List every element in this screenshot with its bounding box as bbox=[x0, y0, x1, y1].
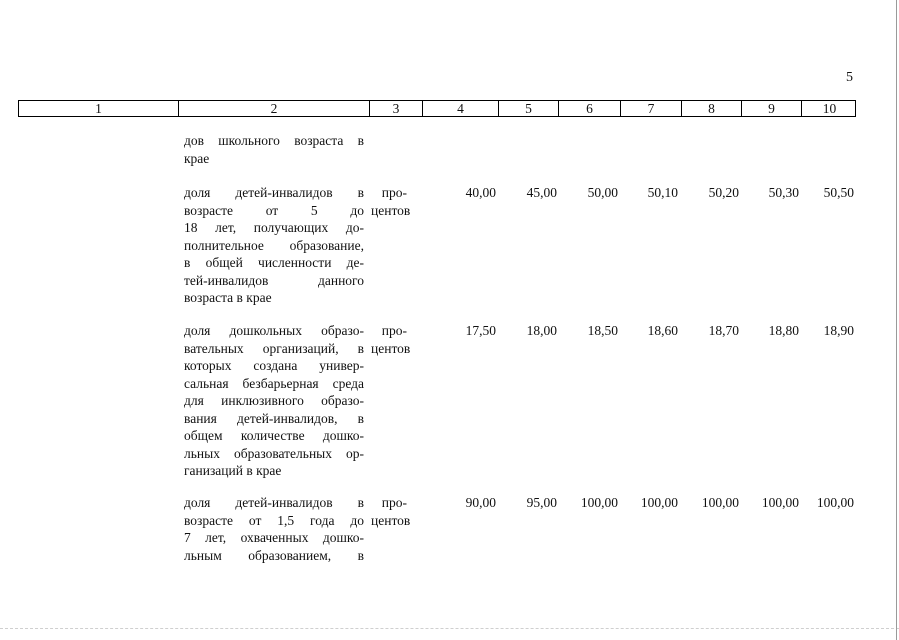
value-cell: 18,80 bbox=[768, 323, 799, 338]
description-line: которых создана универ- bbox=[184, 358, 364, 373]
value-cell: 18,90 bbox=[823, 323, 854, 338]
value-cell: 17,50 bbox=[465, 323, 496, 338]
description-line: льных образовательных ор- bbox=[184, 445, 364, 461]
description-line: возрасте от 5 до bbox=[184, 202, 364, 218]
value-cell: 100,00 bbox=[701, 495, 739, 510]
scan-bottom-edge bbox=[0, 628, 899, 629]
value-cell: 90,00 bbox=[465, 495, 496, 510]
description-line: 7 лет, охваченных дошко- bbox=[184, 530, 364, 545]
value-cell: 100,00 bbox=[580, 495, 618, 510]
value-cell: 18,60 bbox=[647, 323, 678, 338]
description-line: в общей численности де- bbox=[184, 255, 364, 270]
value-cell: 100,00 bbox=[761, 495, 799, 510]
row-description bbox=[184, 132, 364, 167]
header-col-9: 9 bbox=[742, 101, 802, 116]
header-col-8: 8 bbox=[682, 101, 742, 116]
description-line: льным образованием, в bbox=[184, 547, 364, 563]
table-header bbox=[18, 100, 856, 117]
unit-line: про- bbox=[381, 185, 407, 200]
unit-line: центов bbox=[371, 202, 411, 218]
row-unit bbox=[371, 184, 410, 219]
value-cell: 50,20 bbox=[708, 185, 739, 200]
header-col-3: 3 bbox=[370, 101, 423, 116]
row-description bbox=[184, 322, 364, 480]
unit-line: про- bbox=[381, 323, 407, 338]
row-unit bbox=[371, 322, 410, 357]
description-line: ганизаций в крае bbox=[184, 463, 282, 478]
value-cell: 40,00 bbox=[465, 185, 496, 200]
description-line: полнительное образование, bbox=[184, 237, 364, 253]
description-line: дов школьного возраста в bbox=[184, 133, 364, 148]
header-col-5: 5 bbox=[499, 101, 559, 116]
value-cell: 50,50 bbox=[823, 185, 854, 200]
unit-line: про- bbox=[381, 495, 407, 510]
value-cell: 50,30 bbox=[768, 185, 799, 200]
value-cell: 45,00 bbox=[526, 185, 557, 200]
value-cell: 18,00 bbox=[526, 323, 557, 338]
value-cell: 50,00 bbox=[587, 185, 618, 200]
value-cell: 18,50 bbox=[587, 323, 618, 338]
header-col-6: 6 bbox=[559, 101, 621, 116]
description-line: тей-инвалидов данного bbox=[184, 272, 364, 288]
unit-line: центов bbox=[371, 512, 411, 528]
description-line: сальная безбарьерная среда bbox=[184, 375, 364, 391]
row-unit bbox=[371, 494, 410, 529]
row-description bbox=[184, 184, 364, 307]
value-cell: 50,10 bbox=[647, 185, 678, 200]
description-line: вания детей-инвалидов, в bbox=[184, 410, 364, 426]
value-cell: 100,00 bbox=[816, 495, 854, 510]
description-line: вательных организаций, в bbox=[184, 340, 364, 356]
scan-right-edge bbox=[896, 0, 897, 640]
page-number: 5 bbox=[846, 70, 853, 85]
header-col-4: 4 bbox=[423, 101, 499, 116]
value-cell: 18,70 bbox=[708, 323, 739, 338]
description-line: возрасте от 1,5 года до bbox=[184, 512, 364, 528]
description-line: 18 лет, получающих до- bbox=[184, 220, 364, 235]
value-cell: 95,00 bbox=[526, 495, 557, 510]
description-line: крае bbox=[184, 150, 210, 166]
description-line: общем количестве дошко- bbox=[184, 428, 364, 443]
header-col-1: 1 bbox=[19, 101, 179, 116]
description-line: доля детей-инвалидов в bbox=[184, 185, 364, 200]
header-col-7: 7 bbox=[621, 101, 682, 116]
description-line: доля дошкольных образо- bbox=[184, 323, 364, 338]
description-line: доля детей-инвалидов в bbox=[184, 495, 364, 510]
description-line: возраста в крае bbox=[184, 290, 272, 305]
header-col-10: 10 bbox=[822, 101, 837, 116]
row-description bbox=[184, 494, 364, 564]
description-line: для инклюзивного образо- bbox=[184, 393, 364, 408]
unit-line: центов bbox=[371, 340, 411, 356]
value-cell: 100,00 bbox=[640, 495, 678, 510]
header-col-2: 2 bbox=[179, 101, 370, 116]
